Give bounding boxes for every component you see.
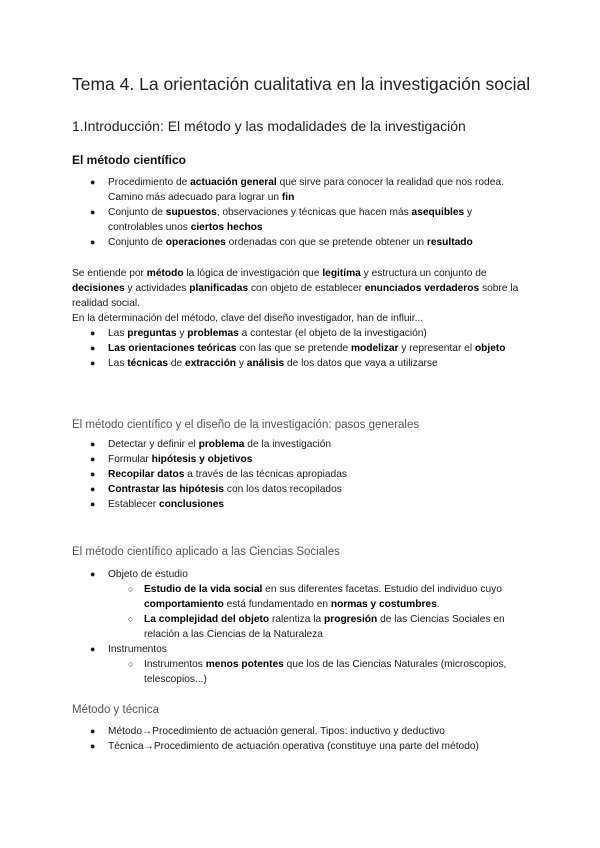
tecnica-list: [72, 724, 532, 754]
objeto-sub-list: [72, 582, 522, 642]
document-title: Tema 4. La orientación cualitativa en la investigación social: [72, 74, 531, 94]
bullet-icon: ●: [90, 741, 96, 751]
tecnica-heading: Método y técnica: [72, 704, 159, 716]
list-item: ● Método→Procedimiento de actuación general. Tipos: inductivo y deductivo: [90, 726, 445, 737]
influir-list: [72, 326, 522, 371]
bullet-icon: ●: [90, 469, 96, 479]
instrumentos-list: [72, 642, 532, 657]
list-item: ● Objeto de estudio: [90, 569, 188, 580]
metodo-bullet-list: [72, 175, 522, 250]
list-item: ● Formular hipótesis y objetivos: [90, 454, 253, 465]
bullet-icon: ●: [90, 343, 96, 353]
intro-heading: 1.Introducción: El método y las modalidades de la investigación: [72, 118, 466, 134]
bullet-icon: ●: [90, 237, 96, 247]
list-item: ● Conjunto de supuestos, observaciones y técnicas que hacen más asequibles y controlables unos ciertos hechos: [90, 207, 473, 233]
bullet-icon: ●: [90, 328, 96, 338]
circle-bullet-icon: ○: [128, 614, 134, 624]
list-item: ● Detectar y definir el problema de la investigación: [90, 439, 332, 450]
bullet-icon: ●: [90, 177, 96, 187]
list-item: ● Procedimiento de actuación general que sirve para conocer la realidad que nos rodea. Camino más adecuado para lograr un fin: [90, 177, 504, 203]
diseno-heading: El método científico y el diseño de la investigación: pasos generales: [72, 419, 420, 431]
bullet-icon: ●: [90, 454, 96, 464]
list-item: ○ Estudio de la vida social en sus diferentes facetas. Estudio del individuo cuyo comportamiento está fundamentado en normas y costumbres.: [128, 584, 502, 610]
bullet-icon: ●: [90, 726, 96, 736]
list-item: ● Las preguntas y problemas a contestar (el objeto de la investigación): [90, 328, 427, 339]
list-item: ○ Instrumentos menos potentes que los de las Ciencias Naturales (microscopios, telescopios...): [128, 659, 507, 685]
list-item: ○ La complejidad del objeto ralentiza la progresión de las Ciencias Sociales en relación a las Ciencias de la Naturaleza: [128, 614, 505, 640]
circle-bullet-icon: ○: [128, 584, 134, 594]
bullet-icon: ●: [90, 499, 96, 509]
list-item: ● Establecer conclusiones: [90, 499, 225, 510]
diseno-list: [72, 437, 522, 512]
list-item: ● Recopilar datos a través de las técnicas apropiadas: [90, 469, 347, 480]
metodo-paragraph: Se entiende por método la lógica de investigación que legitíma y estructura un conjunto de decisiones y actividades planificadas con objeto de establecer enunciados verdaderos sobre la realidad social.: [72, 268, 519, 309]
influir-intro: En la determinación del método, clave del diseño investigador, han de influir...: [72, 313, 424, 324]
sociales-list: [72, 567, 532, 582]
bullet-icon: ●: [90, 439, 96, 449]
bullet-icon: ●: [90, 484, 96, 494]
metodo-heading: El método científico: [72, 153, 187, 167]
bullet-icon: ●: [90, 358, 96, 368]
bullet-icon: ●: [90, 644, 96, 654]
list-item: ● Conjunto de operaciones ordenadas con que se pretende obtener un resultado: [90, 237, 473, 248]
bullet-icon: ●: [90, 569, 96, 579]
instrumentos-sub-list: [72, 657, 522, 687]
list-item: ● Técnica→Procedimiento de actuación operativa (constituye una parte del método): [90, 741, 479, 752]
list-item: ● Contrastar las hipótesis con los datos recopilados: [90, 484, 342, 495]
circle-bullet-icon: ○: [128, 659, 134, 669]
list-item: ● Las orientaciones teóricas con las que se pretende modelizar y representar el objeto: [90, 343, 506, 354]
sociales-heading: El método científico aplicado a las Ciencias Sociales: [72, 546, 340, 558]
bullet-icon: ●: [90, 207, 96, 217]
list-item: ● Instrumentos: [90, 644, 167, 655]
list-item: ● Las técnicas de extracción y análisis de los datos que vaya a utilizarse: [90, 358, 438, 369]
